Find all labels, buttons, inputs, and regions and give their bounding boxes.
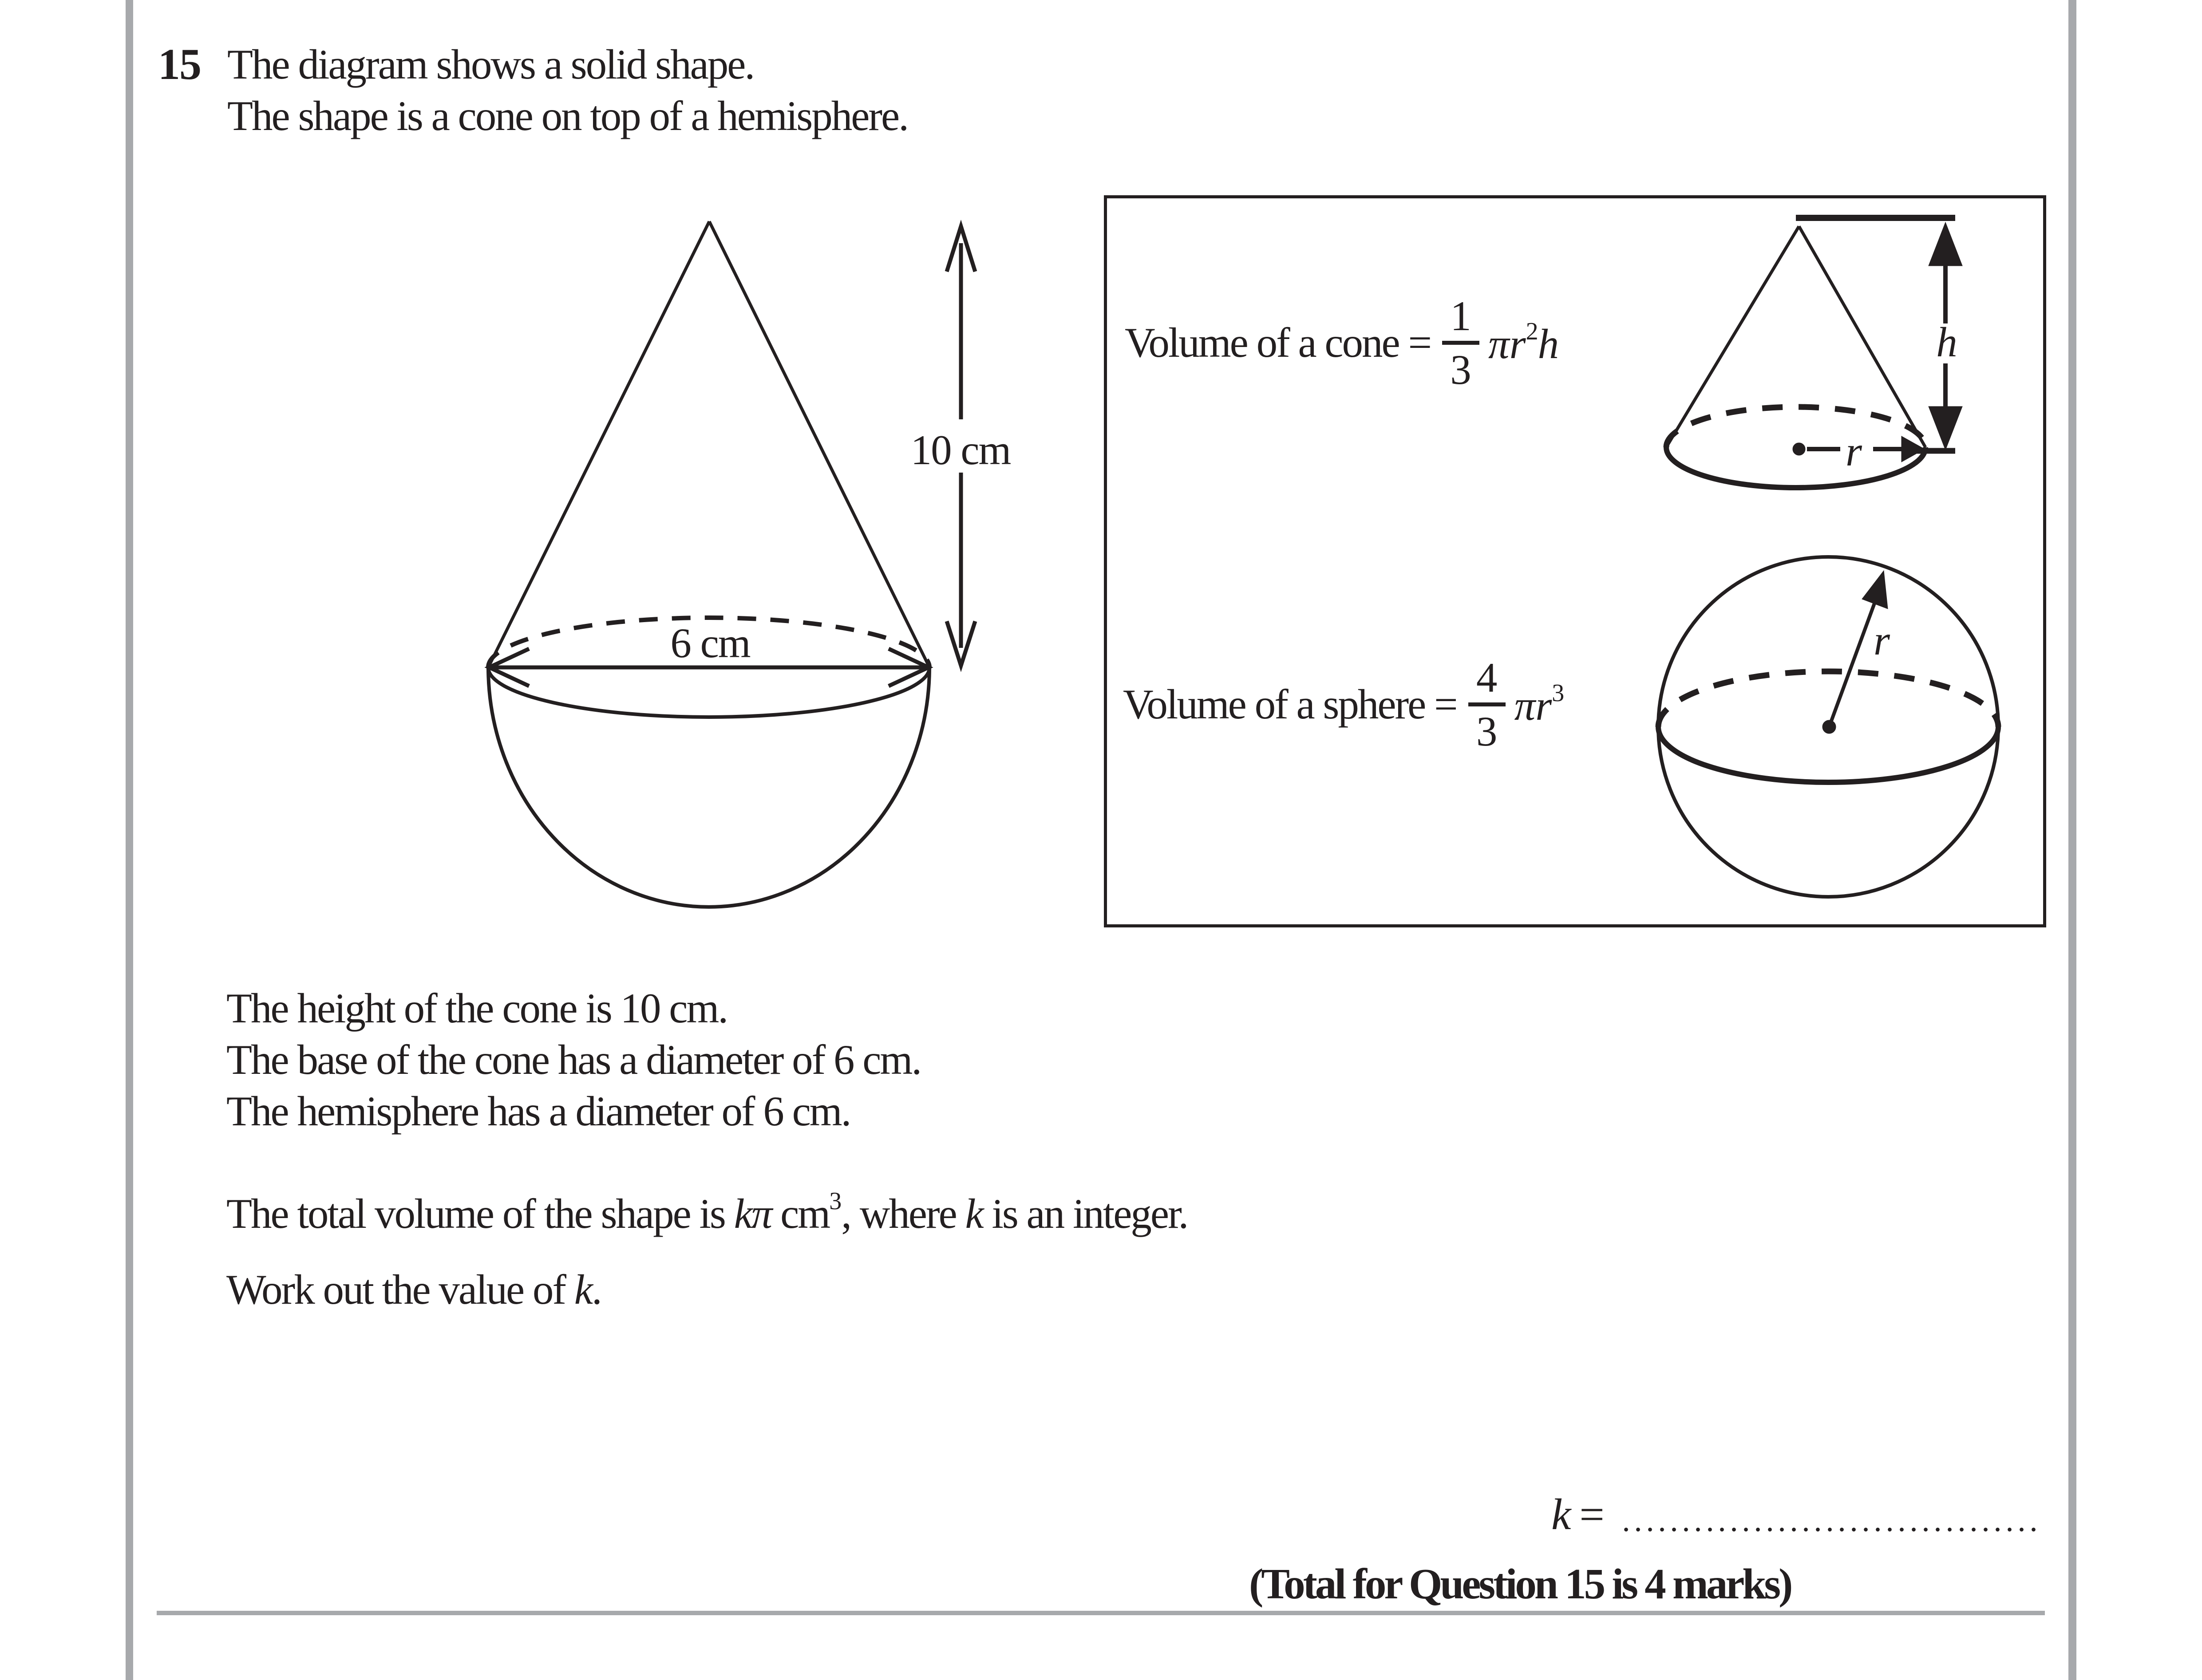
radius-line xyxy=(1829,594,1878,727)
text-run: is an integer. xyxy=(982,1190,1188,1237)
intro-line-2: The shape is a cone on top of a hemisphere. xyxy=(227,92,908,139)
cone-figure xyxy=(1666,218,1962,488)
k-symbol: k xyxy=(965,1190,983,1237)
h-symbol: h xyxy=(1538,320,1559,367)
answer-label xyxy=(1551,1489,1603,1540)
fraction-denominator: 3 xyxy=(1450,346,1471,393)
left-margin-bar xyxy=(126,0,133,1680)
height-label: 10 cm xyxy=(910,426,1011,473)
exponent: 2 xyxy=(1526,317,1538,345)
text-run: Work out the value of xyxy=(226,1266,574,1313)
arrowhead-up-right-icon xyxy=(1862,571,1888,609)
sphere-figure xyxy=(1658,557,1998,897)
arrowhead-down-icon xyxy=(1929,406,1962,450)
body-line-1: The height of the cone is 10 cm. xyxy=(226,985,727,1032)
exponent: 3 xyxy=(1552,679,1564,707)
solid-shape-diagram xyxy=(444,177,1065,956)
k-symbol: k xyxy=(734,1190,751,1237)
cone-base-back-dashed xyxy=(1666,407,1925,447)
cone-h-label: h xyxy=(1936,319,1957,366)
equator-front xyxy=(1658,727,1998,782)
cone-right-slant xyxy=(1799,226,1925,447)
formula-box-figures xyxy=(1107,198,2043,924)
question-number: 15 xyxy=(158,39,201,89)
fraction-denominator: 3 xyxy=(1476,707,1498,755)
cone-left-slant xyxy=(488,221,709,667)
unit-cm: cm xyxy=(771,1190,830,1237)
text-run: . xyxy=(591,1266,601,1313)
r-symbol: r xyxy=(1509,320,1526,367)
body-line-3: The hemisphere has a diameter of 6 cm. xyxy=(226,1088,850,1135)
cone-r-label: r xyxy=(1846,428,1862,475)
exponent: 3 xyxy=(829,1187,842,1215)
sphere-r-label: r xyxy=(1874,617,1890,664)
answer-dotted-line xyxy=(1620,1527,2042,1532)
k-symbol: k xyxy=(574,1266,592,1313)
diameter-label: 6 cm xyxy=(670,619,750,666)
k-symbol: k xyxy=(1551,1490,1570,1539)
pi-symbol: π xyxy=(1488,320,1510,367)
cone-formula-lhs: Volume of a cone = xyxy=(1125,319,1431,366)
intro-line-1: The diagram shows a solid shape. xyxy=(227,41,754,88)
total-marks-line: (Total for Question 15 is 4 marks) xyxy=(1249,1560,1791,1608)
sphere-formula-lhs: Volume of a sphere = xyxy=(1123,681,1457,728)
footer-rule xyxy=(157,1611,2045,1615)
arrowhead-up-icon xyxy=(1929,222,1962,266)
right-margin-bar xyxy=(2068,0,2076,1680)
pi-symbol: π xyxy=(1514,682,1536,729)
pi-symbol: π xyxy=(751,1190,771,1237)
center-dot xyxy=(1793,443,1805,455)
r-symbol: r xyxy=(1535,682,1552,729)
fraction-numerator: 1 xyxy=(1450,292,1471,339)
body-line-2: The base of the cone has a diameter of 6 cm. xyxy=(226,1036,921,1083)
equator-back-dashed xyxy=(1658,671,1998,727)
text-run: The total volume of the shape is xyxy=(226,1190,734,1237)
cone-right-slant xyxy=(709,221,929,667)
base-ellipse-front xyxy=(488,667,929,717)
equals-sign: = xyxy=(1579,1490,1603,1539)
text-run: , where xyxy=(841,1190,965,1237)
work-out-line xyxy=(226,1264,601,1315)
fraction-numerator: 4 xyxy=(1476,654,1498,701)
cone-hemisphere-figure xyxy=(488,221,975,907)
body-total-volume-line xyxy=(226,1175,1187,1239)
